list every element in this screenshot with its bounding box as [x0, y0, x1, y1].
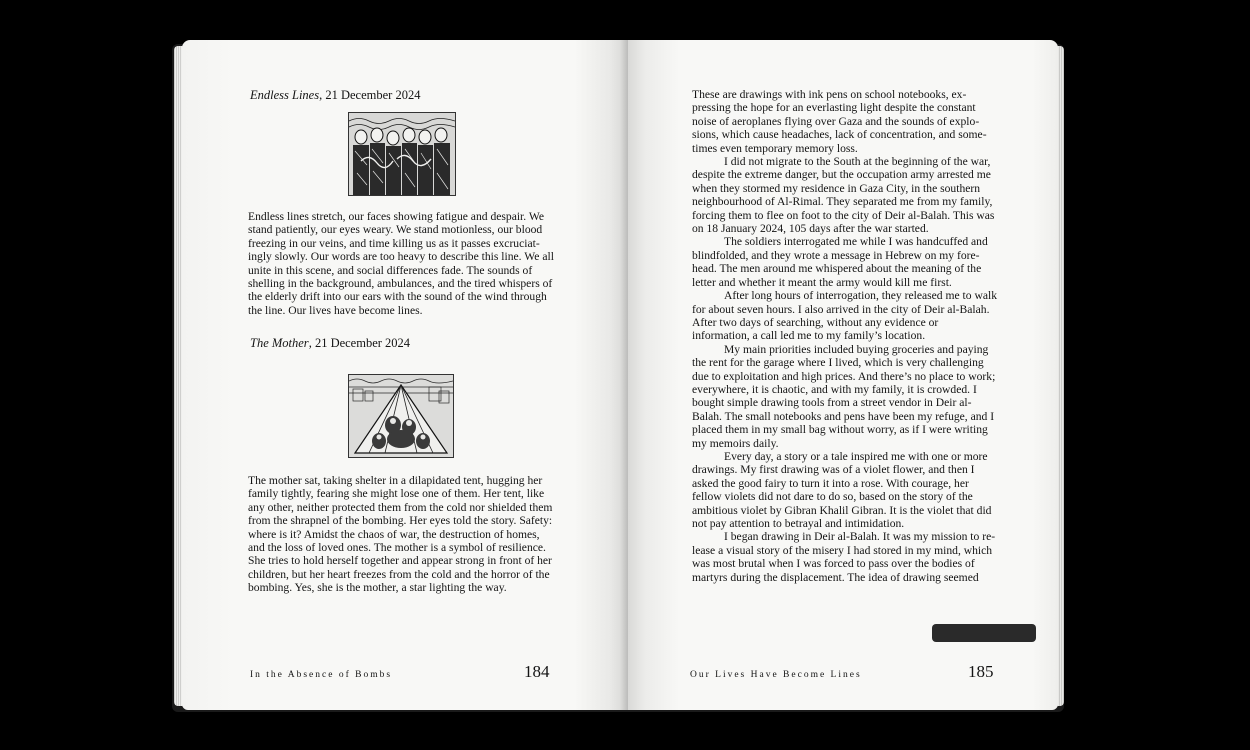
page-number-left: 184 — [524, 662, 550, 681]
paragraph: Every day, a story or a tale inspired me with one or more drawings. My first drawing was of a violet flower, and then I asked the good fairy to turn it into a rose. With courage, her fellow violets did not dare to do so, based on the story of the ambitious violet by Gibran Khalil Gibran. It is the violet that did not pay attention to betrayal and intimidation. — [692, 449, 992, 530]
running-title-left: In the Absence of Bombs — [250, 670, 393, 680]
redaction-bar — [932, 624, 1036, 642]
entry-date: , 21 December 2024 — [319, 88, 421, 102]
entry-heading-the-mother — [250, 336, 410, 351]
paragraph: My main priorities included buying groceries and paying the rent for the garage where I lived, which is very challenging due to exploitation and high prices. And there’s no place to work; everywhere, it is chaotic, and with my family, it is crowded. I bought simple drawing tools from a street vendor in Deir al-Balah. The small notebooks and pens have been my refuge, and I placed them in my small bag without worry, as if I were writing my memoirs daily. — [692, 342, 996, 450]
paragraph: After long hours of interrogation, they released me to walk for about seven hours. I also arrived in the city of Deir al-Balah. After two days of searching, without any evidence or information, a call led me to my family’s location. — [692, 289, 998, 343]
left-page — [182, 40, 628, 710]
entry-body-the-mother — [248, 474, 556, 595]
paragraph: The mother sat, taking shelter in a dilapidated tent, hugging her family tightly, fearing she might lose one of them. Her tent, like any other, neither protected them from the cold nor shielded them from the shrapnel of the bombing. Her eyes told the story. Safety: where is it? Amidst the chaos of war, the destruction of homes, and the loss of loved ones. The mother is a symbol of resilience. She tries to hold herself together and appear strong in front of her children, but her heart freezes from the cold and the horror of the bombing. Yes, she is the mother, a star lighting the way. — [248, 474, 553, 595]
queue-drawing-icon — [349, 113, 455, 195]
right-page — [628, 40, 1058, 710]
right-page-body — [692, 88, 998, 584]
entry-heading-endless-lines — [250, 88, 420, 103]
entry-title: The Mother — [250, 336, 309, 350]
paragraph: I did not migrate to the South at the beginning of the war, despite the extreme danger, but the occupation army arrested me when they stormed my residence in Gaza City, in the southern neighbourhood of Al-Rimal. They separated me from my family, forcing them to flee on foot to the city of Deir al-Balah. This was on 18 January 2024, 105 days after the war started. — [692, 155, 995, 236]
paragraph: The soldiers interrogated me while I was handcuffed and blindfolded, and they wrote a message in Hebrew on my forehead. The men around me whispered about the meaning of the letter and whether it meant the army would kill me first. — [692, 235, 988, 289]
entry-body-endless-lines — [248, 210, 556, 317]
entry-title: Endless Lines — [250, 88, 320, 102]
paragraph: I began drawing in Deir al-Balah. It was my mission to release a visual story of the misery I had stored in my mind, which was most brutal when I was forced to pass over the bodies of martyrs during the displacement. The idea of drawing seemed — [692, 530, 996, 584]
illustration-the-mother — [348, 374, 454, 458]
illustration-endless-lines — [348, 112, 456, 196]
running-title-right: Our Lives Have Become Lines — [690, 670, 862, 680]
page-number-right: 185 — [968, 662, 994, 681]
entry-date: , 21 December 2024 — [308, 336, 411, 350]
paragraph: Endless lines stretch, our faces showing fatigue and despair. We stand patiently, our eyes weary. We stand motionless, our blood freezing in our veins, and time killing us as it passes excruciatingly slowly. Our words are too heavy to describe this line. We all unite in this scene, and social differences fade. The sounds of shelling in the background, ambulances, and the tired whispers of the elderly drift into our ears with the sound of the wind through the line. Our lives have become lines. — [248, 210, 554, 317]
tent-drawing-icon — [349, 375, 453, 457]
paragraph: These are drawings with ink pens on school notebooks, expressing the hope for an everlasting light despite the constant noise of aeroplanes flying over Gaza and the sounds of explosions, which cause headaches, lack of concentration, and sometimes even temporary memory loss. — [692, 88, 987, 155]
